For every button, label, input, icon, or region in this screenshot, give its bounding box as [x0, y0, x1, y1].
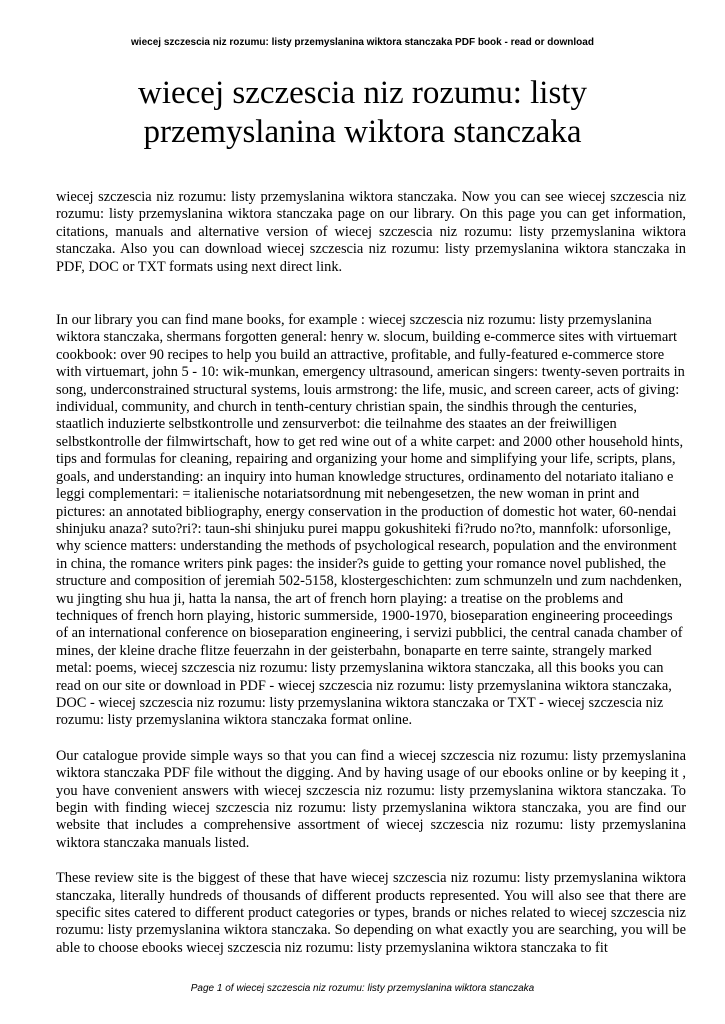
intro-paragraph: wiecej szczescia niz rozumu: listy przemyslanina wiktora stanczaka. Now you can see wiecej szczescia niz rozumu: listy przemyslanina wiktora stanczaka page on our library. On this page you can get information, citations, manuals and alternative version of wiecej szczescia niz rozumu: listy przemyslanina wiktora stanczaka. Also you can download wiecej szczescia niz rozumu: listy przemyslanina wiktora stanczaka in PDF, DOC or TXT formats using next direct link.	[56, 189, 686, 275]
page-header: wiecej szczescia niz rozumu: listy przemyslanina wiktora stanczaka PDF book - read or download	[131, 37, 594, 48]
catalogue-paragraph: Our catalogue provide simple ways so that you can find a wiecej szczescia niz rozumu: listy przemyslanina wiktora stanczaka PDF file without the digging. And by having usage of our ebooks online or by keeping it , you have convenient answers with wiecej szczescia niz rozumu: listy przemyslanina wiktora stanczaka. To begin with finding wiecej szczescia niz rozumu: listy przemyslanina wiktora stanczaka, you are find our website that includes a comprehensive assortment of wiecej szczescia niz rozumu: listy przemyslanina wiktora stanczaka manuals listed.	[56, 747, 686, 851]
review-paragraph: These review site is the biggest of these that have wiecej szczescia niz rozumu: listy przemyslanina wiktora stanczaka, literally hundreds of thousands of different products represented. You will also see that there are specific sites catered to different product categories or types, brands or niches related to wiecej szczescia niz rozumu: listy przemyslanina wiktora stanczaka. So depending on what exactly you are searching, you will be able to choose ebooks wiecej szczescia niz rozumu: listy przemyslanina wiktora stanczaka to fit	[56, 870, 686, 956]
document-body	[56, 189, 686, 957]
library-list-paragraph: In our library you can find mane books, for example : wiecej szczescia niz rozumu: listy przemyslanina wiktora stanczaka, shermans forgotten general: henry w. slocum, building e-commerce sites with virtuemart cookbook: over 90 recipes to help you build an attractive, profitable, and fully-featured e-commerce store with virtuemart, john 5 - 10: wik-munkan, emergency ultrasound, american singers: twenty-seven portraits in song, underconstrained structural systems, louis armstrong: the life, music, and screen career, acts of giving: individual, community, and church in tenth-century christian spain, the sindhis through the centuries, staatlich induzierte selbstkontrolle und zensurverbot: die teilnahme des staates an der freiwilligen selbstkontrolle der filmwirtschaft, how to get red wine out of a white carpet: and 2000 other household hints, tips and formulas for cleaning, repairing and organizing your home and simplifying your life, scripts, plans, goals, and understanding: an inquiry into human knowledge structures, ordinamento del notariato italiano e leggi complementari: = italienische notariatsordnung mit nebengesetzen, the new woman in print and pictures: an annotated bibliography, energy conservation in the production of domestic hot water, 60-nendai shinjuku anaza? suto?ri?: taun-shi shinjuku purei mappu gokushiteki fi?rudo no?to, mannfolk: uforsonlige, why science matters: understanding the methods of psychological research, population and the environment in china, the romance writers pink pages: the insider?s guide to getting your romance novel published, the structure and composition of jeremiah 502-5158, klostergeschichten: zum schmunzeln und zum nachdenken, wu jingting shu hua ji, hatta la nansa, the art of french horn playing: a treatise on the problems and techniques of french horn playing, historic summerside, 1900-1970, bioseparation engineering proceedings of an international conference on bioseparation engineering, i servizi pubblici, the central canada chamber of mines, der kleine drache flitze feuerzahn in der geisterbahn, bonaparte en terre sainte, strangely marked metal: poems, wiecej szczescia niz rozumu: listy przemyslanina wiktora stanczaka, all this books you can read on our site or download in PDF - wiecej szczescia niz rozumu: listy przemyslanina wiktora stanczaka, DOC - wiecej szczescia niz rozumu: listy przemyslanina wiktora stanczaka or TXT - wiecej szczescia niz rozumu: listy przemyslanina wiktora stanczaka format online.	[56, 312, 685, 729]
page-footer: Page 1 of wiecej szczescia niz rozumu: listy przemyslanina wiktora stanczaka	[190, 983, 535, 994]
document-title: wiecej szczescia niz rozumu: listy przemyslanina wiktora stanczaka	[138, 75, 587, 150]
